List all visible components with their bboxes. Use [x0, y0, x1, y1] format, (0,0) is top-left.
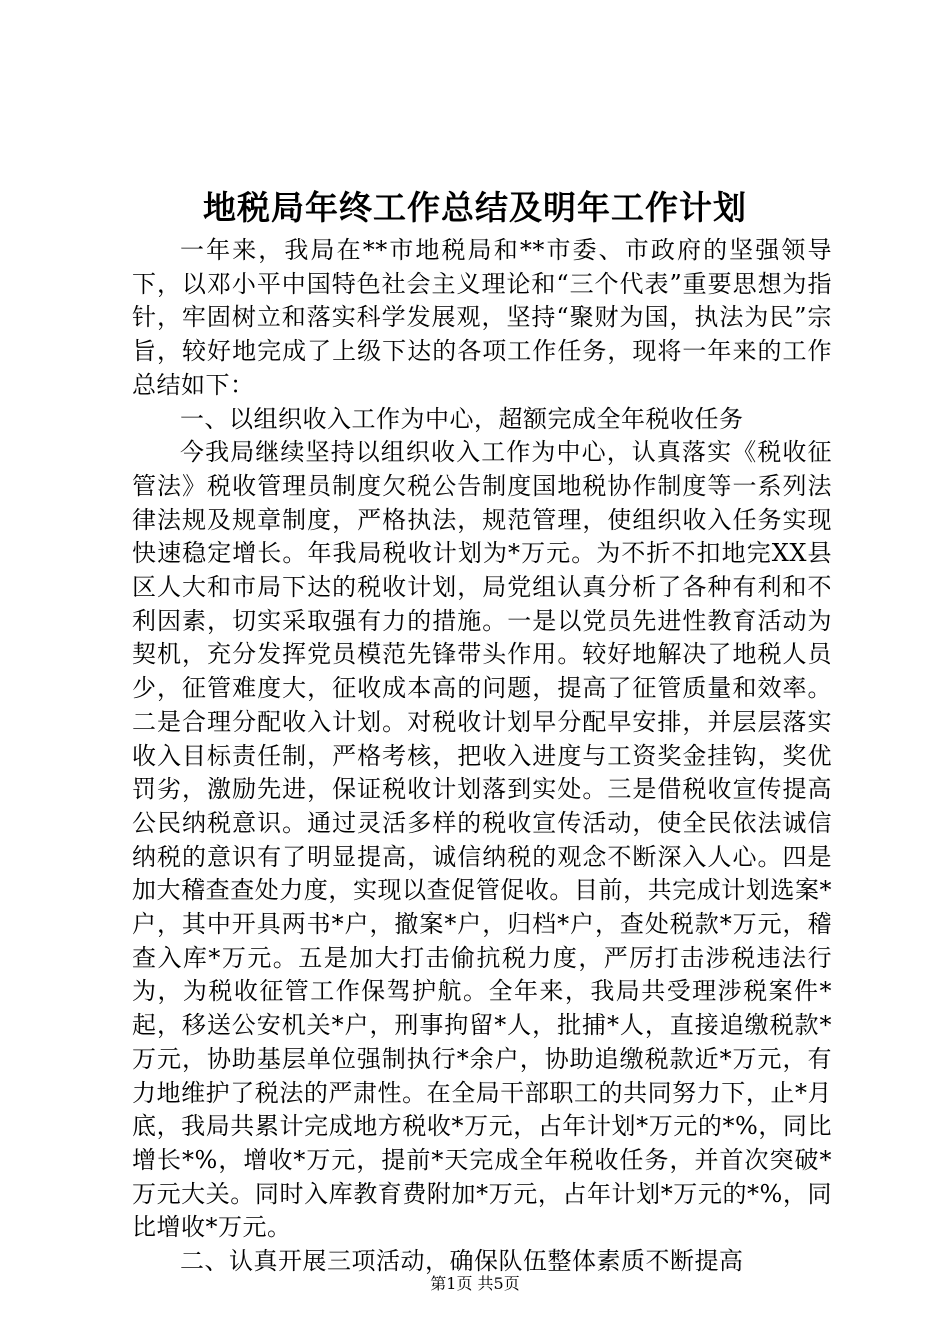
section-heading-1: 一、以组织收入工作为中心，超额完成全年税收任务	[180, 404, 744, 433]
document-body	[132, 234, 832, 1279]
page-number-footer: 第1页 共5页	[430, 1274, 520, 1293]
paragraph-intro: 一年来，我局在**市地税局和**市委、市政府的坚强领导下，以邓小平中国特色社会主义理论和“三个代表”重要思想为指针，牢固树立和落实科学发展观，坚持“聚财为国，执法为民”宗旨，较好地完成了上级下达的各项工作任务，现将一年来的工作总结如下：	[132, 236, 832, 399]
paragraph-section-1: 今我局继续坚持以组织收入工作为中心，认真落实《税收征管法》税收管理员制度欠税公告制度国地税协作制度等一系列法律法规及规章制度，严格执法，规范管理，使组织收入任务实现快速稳定增长。年我局税收计划为*万元。为不折不扣地完XX县区人大和市局下达的税收计划，局党组认真分析了各种有利和不利因素，切实采取强有力的措施。一是以党员先进性教育活动为契机，充分发挥党员模范先锋带头作用。较好地解决了地税人员少，征管难度大，征收成本高的问题，提高了征管质量和效率。二是合理分配收入计划。对税收计划早分配早安排，并层层落实收入目标责任制，严格考核，把收入进度与工资奖金挂钩，奖优罚劣，激励先进，保证税收计划落到实处。三是借税收宣传提高公民纳税意识。通过灵活多样的税收宣传活动，使全民依法诚信纳税的意识有了明显提高，诚信纳税的观念不断深入人心。四是加大稽查查处力度，实现以查促管促收。目前，共完成计划选案*户，其中开具两书*户，撤案*户，归档*户，查处税款*万元，稽查入库*万元。五是加大打击偷抗税力度，严厉打击涉税违法行为，为税收征管工作保驾护航。全年来，我局共受理涉税案件*起，移送公安机关*户，刑事拘留*人，批捕*人，直接追缴税款*万元，协助基层单位强制执行*余户，协助追缴税款近*万元，有力地维护了税法的严肃性。在全局干部职工的共同努力下，止*月底，我局共累计完成地方税收*万元，占年计划*万元的*%，同比增长*%，增收*万元，提前*天完成全年税收任务，并首次突破*万元大关。同时入库教育费附加*万元，占年计划*万元的*%，同比增收*万元。	[132, 438, 832, 1242]
section-heading-2: 二、认真开展三项活动，确保队伍整体素质不断提高	[180, 1247, 744, 1276]
document-title: 地税局年终工作总结及明年工作计划	[203, 188, 747, 227]
